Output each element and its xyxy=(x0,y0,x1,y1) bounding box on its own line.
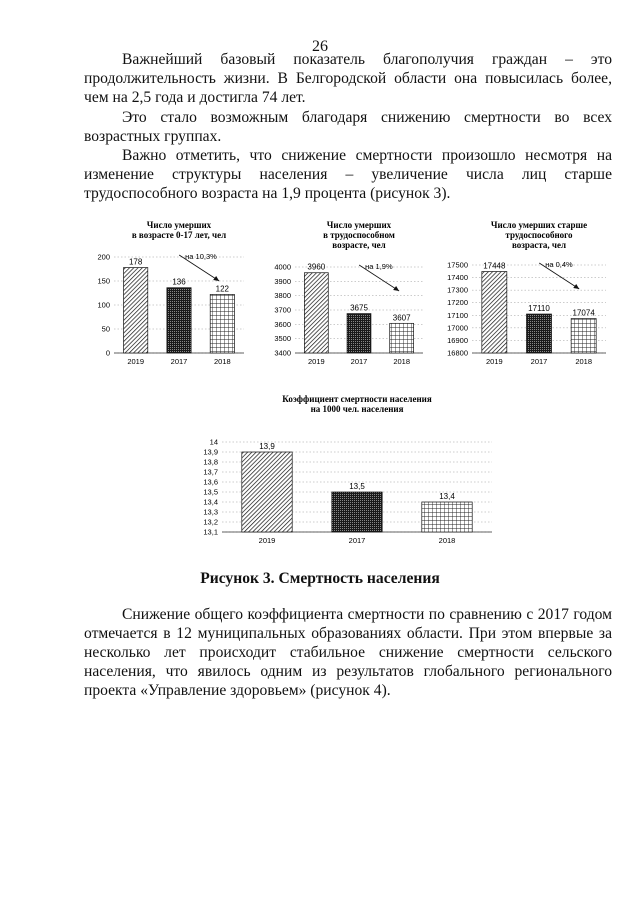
data-label: 13,5 xyxy=(349,482,365,491)
chart-title-line: возраста, чел xyxy=(511,240,567,250)
arrow-head xyxy=(393,286,399,291)
arrow-head xyxy=(213,276,219,281)
x-tick-label: 2019 xyxy=(307,357,325,366)
bar-2018 xyxy=(571,319,596,353)
chart-title-line: на 1000 чел. населения xyxy=(310,404,404,414)
bar-2017 xyxy=(526,314,551,353)
x-tick-label: 2018 xyxy=(438,536,456,545)
data-label: 178 xyxy=(128,257,143,267)
y-tick-label: 16900 xyxy=(447,335,468,345)
figure-caption: Рисунок 3. Смертность населения xyxy=(200,570,440,587)
chart-mortality-rate xyxy=(180,392,510,552)
chart-deaths-working-age xyxy=(255,215,435,375)
data-label: 122 xyxy=(215,284,230,294)
x-tick-label: 2017 xyxy=(350,357,368,366)
paragraph-life-expectancy: Важнейший базовый показатель благополучия граждан – это продолжительность жизни. В Белгородской области она повысилась более, чем на 2,5 года и достигла 74 лет. xyxy=(84,51,612,106)
x-tick-label: 2019 xyxy=(127,357,145,366)
bar-2018 xyxy=(210,294,234,353)
y-tick-label: 17100 xyxy=(447,310,468,320)
y-tick-label: 17500 xyxy=(447,260,468,270)
y-tick-label: 100 xyxy=(97,300,110,310)
x-tick-label: 2019 xyxy=(258,536,276,545)
y-tick-label: 3900 xyxy=(274,276,291,286)
y-tick-label: 17000 xyxy=(447,323,468,333)
arrow-head xyxy=(573,284,579,289)
x-tick-label: 2018 xyxy=(213,357,231,366)
bar-2019 xyxy=(304,273,328,353)
y-tick-label: 50 xyxy=(101,324,110,334)
bar-2019 xyxy=(124,268,148,353)
bar-2017 xyxy=(347,314,371,353)
y-tick-label: 200 xyxy=(97,252,110,262)
y-tick-label: 13,4 xyxy=(203,497,218,507)
y-tick-label: 0 xyxy=(105,348,110,358)
change-annotation: на 0,4% xyxy=(545,260,573,269)
data-label: 17448 xyxy=(483,261,506,271)
change-annotation: на 1,9% xyxy=(365,262,393,271)
x-tick-label: 2018 xyxy=(393,357,411,366)
y-tick-label: 13,9 xyxy=(203,447,218,457)
y-tick-label: 16800 xyxy=(447,348,468,358)
chart-title-line: в возрасте 0-17 лет, чел xyxy=(131,230,227,240)
y-tick-label: 13,7 xyxy=(203,467,218,477)
data-label: 17110 xyxy=(528,304,550,314)
bar-2019 xyxy=(482,272,507,353)
change-annotation: на 10,3% xyxy=(185,252,217,261)
chart-deaths-age-0-17 xyxy=(80,215,260,375)
y-tick-label: 17300 xyxy=(447,285,468,295)
y-tick-label: 3800 xyxy=(274,291,291,301)
data-label: 136 xyxy=(172,277,186,287)
data-label: 3607 xyxy=(392,313,411,323)
chart-title-line: возрасте, чел xyxy=(332,240,386,250)
chart-title-line: Число умерших xyxy=(326,220,392,230)
x-tick-label: 2017 xyxy=(530,357,548,366)
x-tick-label: 2017 xyxy=(170,357,188,366)
data-label: 13,4 xyxy=(439,492,455,501)
y-tick-label: 13,3 xyxy=(203,507,218,517)
data-label: 17074 xyxy=(572,308,595,318)
paragraph-mortality-reduction: Это стало возможным благодаря снижению смертности во всех возрастных группах. xyxy=(84,109,612,145)
y-tick-label: 3400 xyxy=(274,348,291,358)
chart-deaths-over-working-age xyxy=(430,215,620,375)
data-label: 13,9 xyxy=(259,442,275,451)
y-tick-label: 3700 xyxy=(274,305,291,315)
x-tick-label: 2019 xyxy=(485,357,503,366)
bar-2017 xyxy=(167,288,191,353)
y-tick-label: 13,6 xyxy=(203,477,218,487)
paragraph-mortality-coefficient: Снижение общего коэффициента смертности по сравнению с 2017 годом отмечается в 12 муниципальных образованиях области. При этом впервые за несколько лет происходит стабильное снижение смертности сельского населения, что явилось одним из результатов глобального регионального проекта «Управление здоровьем» (рисунок 4). xyxy=(84,606,612,699)
chart-title-line: Число умерших xyxy=(146,220,212,230)
bar-2018 xyxy=(422,502,472,532)
y-tick-label: 13,5 xyxy=(203,487,218,497)
data-label: 3675 xyxy=(350,303,368,313)
chart-title-line: Коэффициент смертности населения xyxy=(282,394,432,404)
data-label: 3960 xyxy=(307,262,326,272)
x-tick-label: 2018 xyxy=(575,357,593,366)
y-tick-label: 17200 xyxy=(447,298,468,308)
chart-title-line: Число умерших старше xyxy=(490,220,588,230)
bar-2019 xyxy=(242,452,292,532)
chart-title-line: трудоспособного xyxy=(505,230,573,240)
y-tick-label: 4000 xyxy=(274,262,291,272)
y-tick-label: 13,2 xyxy=(203,517,218,527)
paragraph-population-structure: Важно отметить, что снижение смертности произошло несмотря на изменение структуры населения – увеличение числа лиц старше трудоспособного возраста на 1,9 процента (рисунок 3). xyxy=(84,147,612,202)
chart-title-line: в трудоспособном xyxy=(323,230,395,240)
y-tick-label: 150 xyxy=(97,276,110,286)
y-tick-label: 3500 xyxy=(274,334,291,344)
y-tick-label: 13,1 xyxy=(203,527,218,537)
page-number: 26 xyxy=(312,38,328,55)
y-tick-label: 3600 xyxy=(274,319,291,329)
y-tick-label: 13,8 xyxy=(203,457,218,467)
y-tick-label: 17400 xyxy=(447,273,468,283)
bar-2017 xyxy=(332,492,382,532)
x-tick-label: 2017 xyxy=(348,536,366,545)
y-tick-label: 14 xyxy=(209,437,218,447)
bar-2018 xyxy=(390,323,414,353)
